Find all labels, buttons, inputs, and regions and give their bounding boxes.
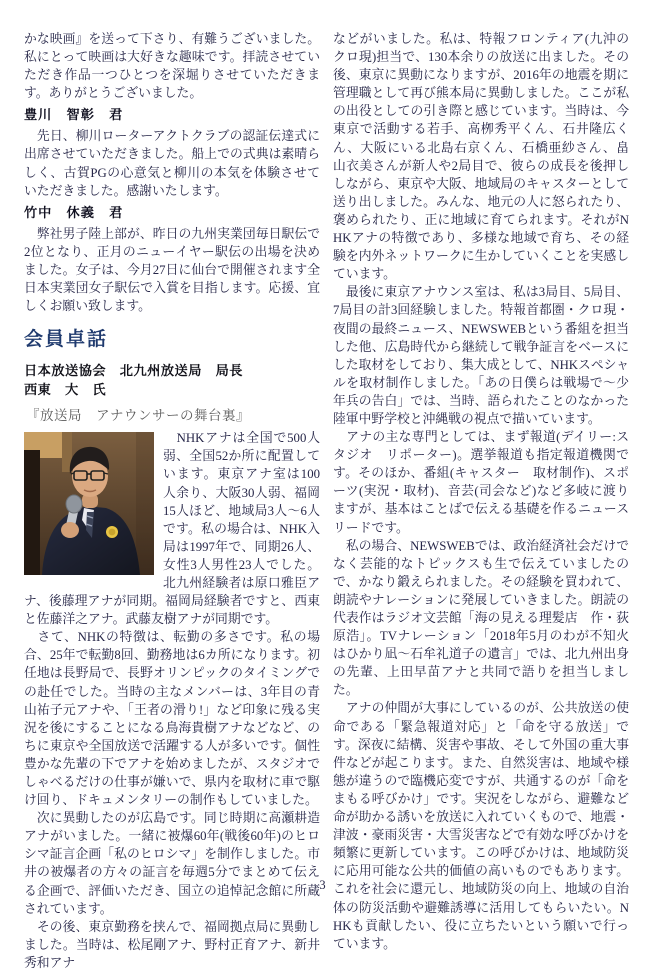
two-column-layout [24,30,629,972]
paragraph-takenaka: 弊社男子陸上部が、昨日の九州実業団毎日駅伝で2位となり、正月のニューイヤー駅伝の出場を決めました。女子は、今月27日に仙台で開催されます全日本実業団女子駅伝で入賞を目指します。応援、宜しくお願い致します。 [24,226,320,314]
right-paragraph-3: アナの主な専門としては、まず報道(デイリー:スタジオ リポーター)。選挙報道も指定報道機関です。そのほか、番組(キャスター 取材制作)、スポーツ(実況・取材)、音芸(司会など)など多岐に渡りますが、基本はことばで伝える基礎を作るニュースリードです。 [333,430,629,535]
right-paragraph-5: アナの仲間が大事にしているのが、公共放送の使命である「緊急報道対応」と「命を守る放送」です。深夜に結構、災害や事故、そして外国の重大事件などが起こります。また、自然災害は、地域や様態が違うので臨機応変ですが、共通するのが「命をまもる呼びかけ」です。実況をしながら、避難など命が助かる誘いを放送に入れていくもので、地震・津波・豪雨災害・大雪災害などで有効な呼びかけを頻繁に更新しています。この呼びかけは、地域防災に応用可能な公共的価値の高いものでもあります。これを社会に還元し、地域防災の向上、地域の自治体の防災活動や避難誘導に活用してもらいたい。NHKも貢献したい、役に立ちたいという願いで行っています。 [333,701,629,951]
left-column [24,30,320,972]
talk-paragraph-3: 次に異動したのが広島です。同じ時期に高瀬耕造アナがいました。一緒に被爆60年(戦後60年)のヒロシマ証言企画「私のヒロシマ」を制作しました。市井の被爆者の方々の証言を毎週5分でまとめて伝える企画で、評価いただき、国立の追悼記念館に所蔵されています。 [24,811,320,916]
talk-paragraph-1: NHKアナは全国で500人弱、全国52か所に配置しています。東京アナ室は100人余り、大阪30人弱、福岡15人ほど、地域局3人〜6人です。私の場合は、NHK入局は1997年で、同期26人、女性3人男性23人でした。北九州経験者は原口雅臣アナ、後藤理アナが同期。福岡局経験者ですと、西東と佐藤洋之アナ。武藤友樹アナが同期です。 [24,431,320,627]
speaker-photo-image [24,432,154,575]
speaker-photo [24,432,154,575]
page-number: 3 [319,878,326,892]
right-paragraph-1: などがいました。私は、特報フロンティア(九沖のクロ現)担当で、130本余りの放送に出ました。その後、東京に異動になりますが、2016年の地震を期に管理職として再び熊本局に異動しました。ここが私の出役としての引き際と感じています。当時は、今東京で活動する若手、高栁秀平くん、石井隆広くん、大阪にいる北島右京くん、石橋亜紗さん、畠山衣美さんが新人や2局目で、彼らの成長を後押ししながら、東京や大阪、地域局のキャスターとして送り出しました。みんな、地元の人に怒られたり、褒められたり、正に地域に育てられます。それがNHKアナの特徴であり、多様な地域で育ち、その経験を内外ネットワークに生かしていくことを実感しています。 [333,32,629,282]
speaker-name: 西東 大 氏 [24,382,107,398]
talk-paragraph-2: さて、NHKの特徴は、転勤の多さです。私の場合、25年で転勤8回、勤務地は6カ所になります。初任地は長野局で、長野オリンピックのタイミングでの赴任でした。当時の主なメンバーは、3年目の青山祐子元アナや、「王者の滑り!」など印象に残る実況を後にすることになる鳥海貴樹アナなどなど、のちに東京や全国放送で活躍する人が多いです。個性豊かな先輩の下でアナを始めましたが、スタジオでしゃべるだけの仕事が嫌いで、県内を取材に車で駆け回り、ドキュメンタリーの制作もしていました。 [24,630,320,808]
paragraph-continuation: かな映画』を送って下さり、有難うございました。私にとって映画は大好きな趣味です。拝読させていただき作品一つひとつを深堀りさせていただきます。ありがとうございました。 [24,32,320,101]
paragraph-toyokawa: 先日、柳川ローターアクトクラブの認証伝達式に出席させていただきました。船上での式典は素晴らしく、古賀PGの心意気と柳川の本気を体験させていただきました。感謝いたします。 [24,129,320,198]
speaker-organization: 日本放送協会 北九州放送局 局長 [24,363,243,379]
talk-title: 『放送局 アナウンサーの舞台裏』 [26,408,250,424]
right-paragraph-4: 私の場合、NEWSWEBでは、政治経済社会だけでなく芸能的なトピックスも生で伝えていましたので、かなり鍛えられました。その経験を買われて、朗読やナレーションに発展していきました。朗読の代表作はラジオ文芸館「海の見える理髪店 作・荻原浩」。TVナレーション「2018年5月のわが不知火はひかり凪〜石牟礼道子の遺言」では、北九州出身の先輩、上田早苗アナと共同で語りを担当しました。 [333,538,629,698]
section-heading-kaiin-takuwa: 会員卓話 [24,329,109,351]
right-paragraph-2: 最後に東京アナウンス室は、私は3局目、5局目、7局目の計3回経験しました。特報首都圏・クロ現・夜間の最終ニュース、NEWSWEBという番組を担当した他、広島時代から継続して戦争証言をベースにした取材をしており、集大成として、NHKスペシャルを取材制作しました。「あの日僕らは戦場で〜少年兵の告白」では、当時、語られたことのなかった陸軍中野学校と沖縄戦の視点で描いています。 [333,285,629,426]
right-column [333,30,629,972]
member-name-takenaka: 竹中 休義 君 [24,204,124,220]
talk-paragraph-4: その後、東京勤務を挟んで、福岡拠点局に異動しました。当時は、松尾剛アナ、野村正育アナ、新井秀和アナ [24,919,320,970]
member-name-toyokawa: 豊川 智彰 君 [24,107,124,123]
